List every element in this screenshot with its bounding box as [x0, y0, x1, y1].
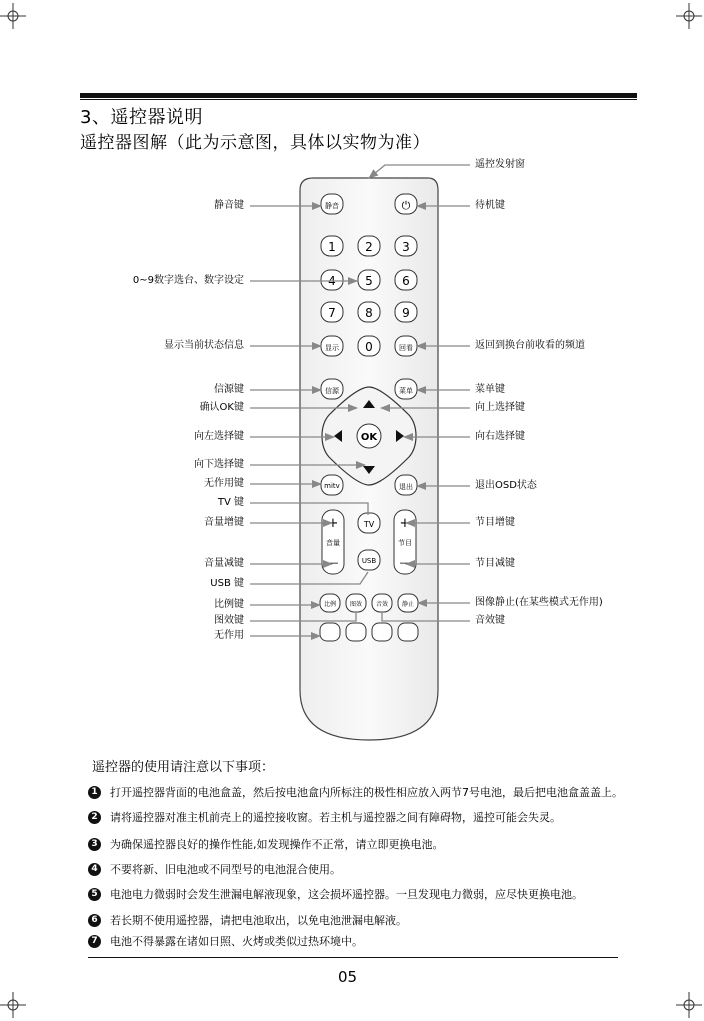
digit-9-label: 9	[402, 306, 410, 320]
label-vol-down-key: 音量减键	[204, 558, 244, 569]
note-item	[88, 836, 444, 852]
ok-button-label: OK	[360, 432, 378, 443]
label-ch-down-key: 节目减键	[475, 558, 515, 569]
recall-button-label: 回看	[399, 344, 413, 352]
label-exit-key: 退出OSD状态	[475, 480, 537, 491]
label-up-key: 向上选择键	[475, 402, 525, 413]
label-display-key: 显示当前状态信息	[164, 340, 244, 351]
section-title: 3、遥控器说明	[80, 107, 203, 128]
power-icon: ⏻	[401, 199, 411, 212]
note-number-badge: 2	[88, 811, 101, 824]
label-vol-up-key: 音量增键	[204, 517, 244, 528]
label-tv-key: TV 键	[217, 497, 244, 508]
digit-keypad	[321, 236, 417, 322]
label-none-key: 无作用	[214, 630, 244, 641]
channel-rocker-label: 节目	[398, 539, 412, 547]
label-mitv-key: 无作用键	[204, 478, 244, 489]
notes-title: 遥控器的使用请注意以下事项：	[92, 760, 275, 775]
blank-button-2[interactable]	[346, 623, 366, 641]
label-ch-up-key: 节目增键	[475, 517, 515, 528]
digit-0-label: 0	[365, 340, 373, 354]
digit-7-label: 7	[328, 306, 336, 320]
note-number-badge: 7	[88, 935, 101, 948]
mute-button-label: 静音	[325, 202, 339, 210]
label-down-key: 向下选择键	[194, 459, 244, 470]
tv-button-label: TV	[363, 520, 375, 529]
digit-5-label: 5	[365, 274, 373, 288]
blank-button-3[interactable]	[372, 623, 392, 641]
digit-2-label: 2	[365, 240, 373, 254]
section-subtitle: 遥控器图解（此为示意图，具体以实物为准）	[80, 133, 430, 153]
label-freeze-key: 图像静止(在某些模式无作用)	[475, 597, 603, 608]
bottom-rule	[88, 957, 618, 958]
label-usb-key: USB 键	[210, 578, 244, 589]
usb-button-label: USB	[361, 557, 377, 565]
label-left-key: 向左选择键	[194, 431, 244, 442]
volume-plus-label: +	[327, 516, 339, 531]
digit-3-label: 3	[402, 240, 410, 254]
note-text: 请将遥控器对准主机前壳上的遥控接收窗。若主机与遥控器之间有障碍物，遥控可能会失灵。	[110, 811, 561, 824]
label-picture-key: 图效键	[214, 615, 244, 626]
note-item	[88, 933, 363, 949]
label-digit-keys: 0~9数字选台、数字设定	[132, 275, 244, 286]
volume-minus-label: —	[327, 556, 339, 569]
exit-button-label: 退出	[399, 483, 413, 491]
label-ok-key: 确认OK键	[199, 402, 244, 413]
label-mute-key: 静音键	[214, 200, 244, 211]
label-standby-key: 待机键	[475, 200, 505, 211]
label-menu-key: 菜单键	[475, 384, 505, 395]
note-text: 电池电力微弱时会发生泄漏电解液现象，这会损坏遥控器。一旦发现电力微弱，应尽快更换电池。	[110, 888, 583, 901]
blank-button-4[interactable]	[398, 623, 418, 641]
channel-plus-label: +	[399, 516, 411, 531]
note-item	[88, 861, 341, 877]
label-ir-window: 遥控发射窗	[475, 159, 525, 170]
note-number-badge: 6	[88, 914, 101, 927]
label-source-key: 信源键	[214, 384, 244, 395]
digit-6-label: 6	[402, 274, 410, 288]
label-right-key: 向右选择键	[475, 431, 525, 442]
label-recall-key: 返回到换台前收看的频道	[475, 340, 585, 351]
note-number-badge: 5	[88, 888, 101, 901]
sound-button-label: 音效	[375, 601, 389, 608]
source-button-label: 信源	[325, 387, 339, 395]
note-number-badge: 4	[88, 863, 101, 876]
note-item	[88, 784, 623, 800]
volume-rocker-label: 音量	[326, 539, 340, 547]
note-number-badge: 1	[88, 786, 101, 799]
label-sound-key: 音效键	[475, 615, 505, 626]
menu-button-label: 菜单	[399, 387, 413, 395]
digit-4-label: 4	[328, 274, 336, 288]
channel-minus-label: —	[399, 556, 411, 569]
ratio-button-label: 比例	[323, 601, 337, 608]
note-item	[88, 886, 583, 902]
digit-8-label: 8	[365, 306, 373, 320]
page-number: 05	[338, 968, 358, 986]
note-text: 不要将新、旧电池或不同型号的电池混合使用。	[110, 863, 341, 876]
note-item	[88, 809, 561, 825]
note-text: 电池不得暴露在诸如日照、火烤或类似过热环境中。	[110, 935, 363, 948]
note-text: 若长期不使用遥控器，请把电池取出，以免电池泄漏电解液。	[110, 914, 407, 927]
note-text: 为确保遥控器良好的操作性能,如发现操作不正常，请立即更换电池。	[110, 838, 444, 851]
mitv-button-label: mitv	[324, 482, 340, 490]
note-text: 打开遥控器背面的电池盒盖，然后按电池盒内所标注的极性相应放入两节7号电池，最后把电池盒盖盖上。	[110, 786, 623, 799]
display-button-label: 显示	[325, 344, 339, 352]
freeze-button-label: 静止	[401, 601, 415, 608]
note-item	[88, 912, 407, 928]
digit-1-label: 1	[328, 240, 336, 254]
note-number-badge: 3	[88, 838, 101, 851]
blank-button-1[interactable]	[320, 623, 340, 641]
label-ratio-key: 比例键	[214, 599, 244, 610]
picture-button-label: 图效	[349, 601, 363, 608]
